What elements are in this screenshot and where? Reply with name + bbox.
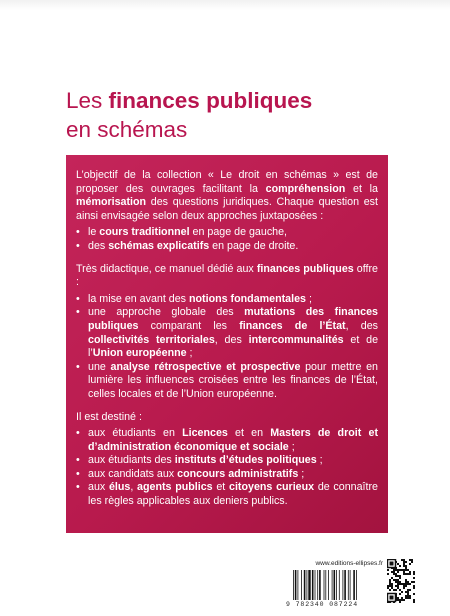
barcode-icon [292, 570, 383, 600]
item-text: comparant les [138, 319, 240, 332]
item-text: ; [298, 467, 305, 480]
top-shadow-bar [0, 0, 450, 10]
item-bold: Masters de droit et d’administration économique et sociale [88, 427, 379, 453]
list-item [76, 226, 378, 240]
intro-paragraph [76, 169, 378, 223]
list-item [76, 454, 378, 468]
item-bold: Union européenne [92, 347, 187, 360]
item-text: , des [214, 333, 249, 346]
manual-bold: finances publiques [256, 262, 354, 275]
item-bold: cours traditionnel [99, 226, 190, 239]
item-text: , [130, 481, 138, 494]
list-item [76, 361, 378, 402]
book-title [66, 86, 396, 144]
item-text: ; [288, 440, 295, 453]
barcode-digits: 9 782340 087224 [286, 601, 359, 608]
description-panel [66, 155, 388, 533]
intro-text-1: L’objectif de la collection « Le droit en schémas » est de proposer des ouvrages facilitant la [76, 169, 378, 195]
list-item [76, 240, 378, 254]
item-bold: notions fondamentales [189, 292, 306, 305]
intro-text-3: des questions juridiques. Chaque question est ainsi envisagée selon deux approches juxtaposées : [76, 196, 378, 222]
manual-paragraph [76, 263, 378, 290]
item-text: la mise en avant des [88, 292, 189, 305]
item-bold: finances de l’État [239, 319, 346, 332]
qr-code-icon [387, 559, 415, 603]
list-item [76, 427, 378, 454]
list-item [76, 306, 378, 360]
item-text: une approche globale des [88, 306, 245, 319]
item-bold: analyse rétrospective et prospective [110, 360, 301, 373]
item-bold: schémas explicatifs [108, 239, 210, 252]
item-text: en page de droite. [209, 239, 299, 252]
spacer [76, 254, 378, 263]
item-text: en page de gauche, [189, 226, 288, 239]
item-text: ; [305, 292, 312, 305]
item-text: ; [316, 454, 323, 467]
title-line2: en schémas [66, 117, 188, 142]
audience-intro: Il est destiné : [76, 410, 142, 423]
intro-bold-2: mémorisation [76, 196, 147, 209]
item-bold: Licences [182, 427, 228, 440]
item-bold: collectivités territoriales [88, 333, 215, 346]
offers-list [76, 293, 378, 402]
item-text: des [88, 239, 109, 252]
item-text: de connaître les règles applicables aux deniers publics. [88, 481, 378, 508]
item-text: pour mettre en lumière les influences croisées entre les finances de l’État, celles locales et de l’Union européenne. [88, 360, 378, 400]
intro-bold-1: compréhension [265, 182, 346, 195]
item-text: le [88, 226, 100, 239]
item-text: aux [88, 481, 109, 494]
manual-text-1: Très didactique, ce manuel dédié aux [76, 262, 257, 275]
item-bold: citoyens curieux [229, 481, 315, 494]
audience-list [76, 427, 378, 509]
item-bold: intercommunalités [248, 333, 344, 346]
list-item [76, 293, 378, 307]
list-item [76, 481, 378, 508]
item-text: aux candidats aux [88, 467, 178, 480]
approaches-list [76, 226, 378, 253]
item-text: ; [186, 347, 193, 360]
item-text: aux étudiants en [88, 427, 183, 440]
manual-text-2: offre : [76, 262, 378, 289]
item-bold: instituts d’études politiques [174, 454, 317, 467]
item-text: aux étudiants des [88, 454, 175, 467]
item-text: et de l’ [88, 333, 379, 360]
list-item [76, 468, 378, 482]
item-text: et [212, 481, 229, 494]
item-bold: mutations des finances publiques [88, 306, 378, 332]
title-prefix: Les [66, 88, 109, 113]
intro-text-2: et la [345, 182, 378, 195]
item-text: et en [227, 427, 271, 440]
publisher-website: www.editions-ellipses.fr [315, 560, 383, 567]
item-bold: élus [108, 481, 131, 494]
item-bold: concours administratifs [177, 467, 299, 480]
title-strong: finances publiques [108, 88, 313, 113]
item-text: , des [345, 319, 378, 332]
spacer [76, 402, 378, 411]
item-bold: agents publics [137, 481, 213, 494]
item-text: une [88, 360, 111, 373]
